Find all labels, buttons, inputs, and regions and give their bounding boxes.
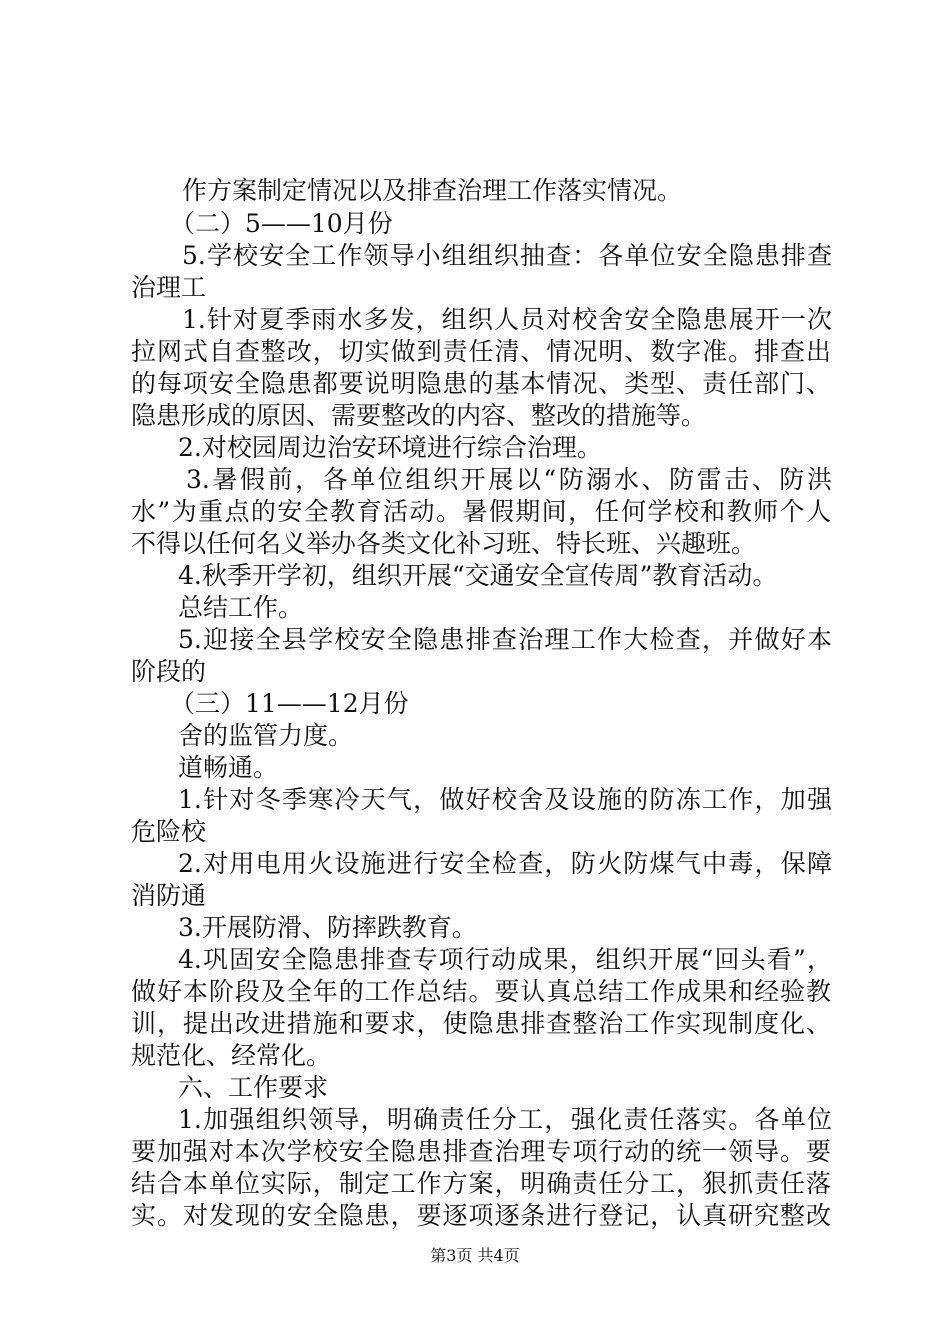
text-line: 1.加强组织领导，明确责任分工，强化责任落实。各单位 xyxy=(178,1105,832,1134)
text-line: 4.巩固安全隐患排查专项行动成果，组织开展“回头看”， xyxy=(178,945,832,974)
text-line: 拉网式自查整改，切实做到责任清、情况明、数字准。排查出 xyxy=(131,337,831,366)
text-line: 阶段的 xyxy=(131,657,207,686)
text-line: 道畅通。 xyxy=(178,753,279,782)
text-line: 1.针对夏季雨水多发，组织人员对校舍安全隐患展开一次 xyxy=(182,305,832,334)
text-line: 总结工作。 xyxy=(178,593,304,622)
text-line: 结合本单位实际，制定工作方案，明确责任分工，狠抓责任落 xyxy=(131,1169,831,1198)
text-line: 2.对用电用火设施进行安全检查，防火防煤气中毒，保障 xyxy=(178,849,832,878)
page-number-footer: 第3页 共4页 xyxy=(430,1246,520,1265)
text-line: 5.学校安全工作领导小组组织抽查：各单位安全隐患排查 xyxy=(182,241,832,270)
text-line: 1.针对冬季寒冷天气，做好校舍及设施的防冻工作，加强 xyxy=(178,785,832,814)
text-line: 消防通 xyxy=(131,881,207,910)
section-heading: 六、工作要求 xyxy=(178,1073,329,1102)
text-line: 实。对发现的安全隐患，要逐项逐条进行登记，认真研究整改 xyxy=(131,1201,831,1230)
text-line: 水”为重点的安全教育活动。暑假期间，任何学校和教师个人 xyxy=(131,497,831,526)
text-line: 的每项安全隐患都要说明隐患的基本情况、类型、责任部门、 xyxy=(131,369,831,398)
text-line: 不得以任何名义举办各类文化补习班、特长班、兴趣班。 xyxy=(131,529,757,558)
text-line: 规范化、经常化。 xyxy=(131,1041,332,1070)
text-line: 3.暑假前，各单位组织开展以“防溺水、防雷击、防洪 xyxy=(186,465,832,494)
text-line: 危险校 xyxy=(131,817,207,846)
section-heading: （二）5——10月份 xyxy=(170,209,393,238)
section-heading: （三）11——12月份 xyxy=(170,689,409,718)
text-line: 3.开展防滑、防摔跌教育。 xyxy=(178,913,477,942)
text-line: 治理工 xyxy=(131,273,207,302)
text-line: 舍的监管力度。 xyxy=(178,721,354,750)
text-line: 做好本阶段及全年的工作总结。要认真总结工作成果和经验教 xyxy=(131,977,831,1006)
text-line: 隐患形成的原因、需要整改的内容、整改的措施等。 xyxy=(131,401,707,430)
text-line: 2.对校园周边治安环境进行综合治理。 xyxy=(178,433,602,462)
text-line: 要加强对本次学校安全隐患排查治理专项行动的统一领导。要 xyxy=(131,1137,831,1166)
text-line: 4.秋季开学初，组织开展“交通安全宣传周”教育活动。 xyxy=(178,561,778,590)
text-line: 5.迎接全县学校安全隐患排查治理工作大检查，并做好本 xyxy=(178,625,832,654)
text-line: 作方案制定情况以及排查治理工作落实情况。 xyxy=(182,176,683,205)
text-line: 训，提出改进措施和要求，使隐患排查整治工作实现制度化、 xyxy=(131,1009,831,1038)
